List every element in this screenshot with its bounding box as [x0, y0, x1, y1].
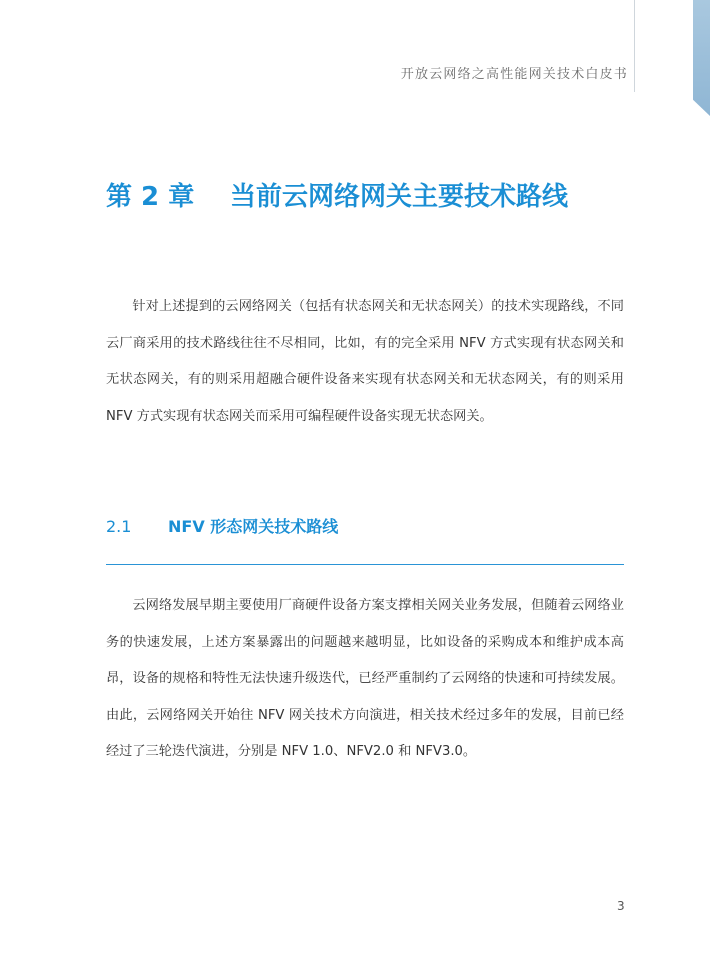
section-title: NFV 形态网关技术路线 — [168, 517, 339, 536]
intro-paragraph: 针对上述提到的云网络网关（包括有状态网关和无状态网关）的技术实现路线，不同云厂商采用的技术路线往往不尽相同，比如，有的完全采用 NFV 方式实现有状态网关和无状态网关，有的则采用超融合硬件设备来实现有状态网关和无状态网关，有的则采用 NFV 方式实现有状态网关而采用可编程硬件设备实现无状态网关。 — [106, 299, 624, 424]
chapter-heading — [106, 176, 568, 213]
section-divider-line — [106, 564, 624, 565]
running-header-title: 开放云网络之高性能网关技术白皮书 — [400, 67, 628, 82]
page-number: 3 — [617, 899, 625, 913]
section-paragraph: 云网络发展早期主要使用厂商硬件设备方案支撑相关网关业务发展，但随着云网络业务的快速发展，上述方案暴露出的问题越来越明显，比如设备的采购成本和维护成本高昂，设备的规格和特性无法快速升级迭代，已经严重制约了云网络的快速和可持续发展。由此，云网络网关开始往 NFV 网关技术方向演进，相关技术经过多年的发展，目前已经经过了三轮迭代演进，分别是 NFV 1.0、NFV2.0 和 NFV3.0。 — [106, 598, 624, 759]
corner-decoration-tab — [693, 0, 710, 116]
section-number: 2.1 — [106, 517, 132, 536]
section-heading — [106, 514, 338, 537]
chapter-title: 当前云网络网关主要技术路线 — [230, 182, 569, 212]
header-divider-line — [634, 0, 635, 92]
chapter-number: 第 2 章 — [106, 182, 195, 212]
